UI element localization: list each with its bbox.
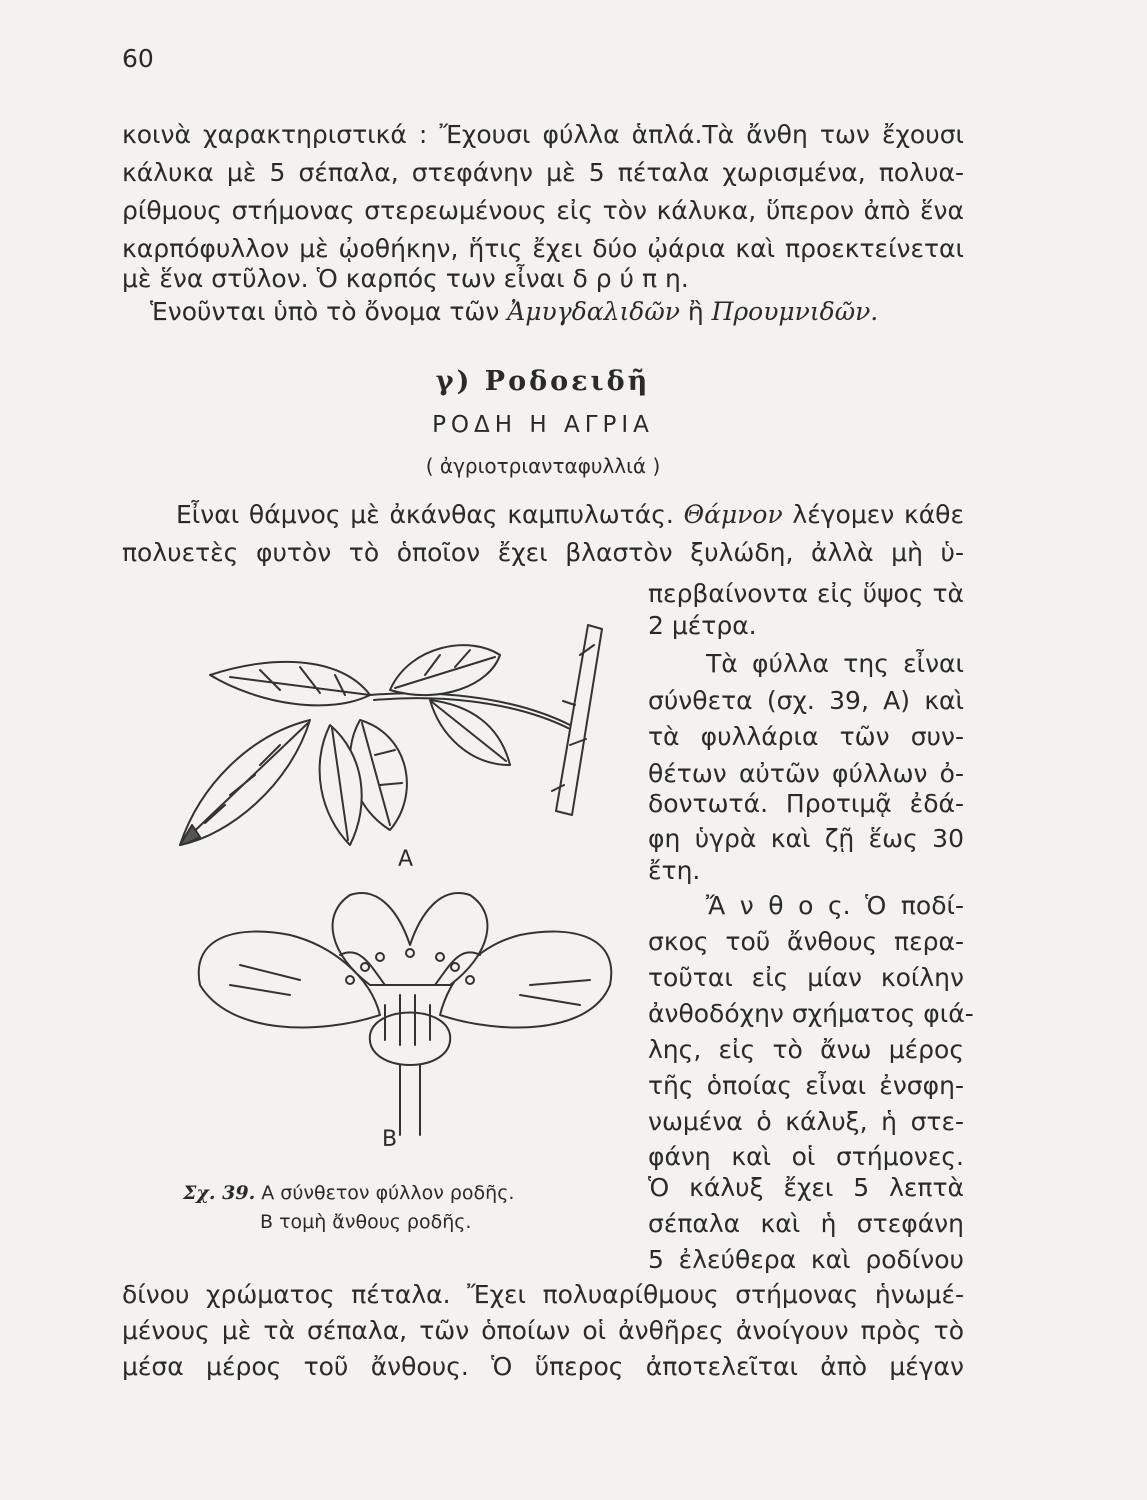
text-line: Ἄ ν θ ο ς. Ὁ ποδί- xyxy=(706,891,964,920)
text-line: τὰ φυλλάρια τῶν συν- xyxy=(648,722,964,751)
page-number: 60 xyxy=(122,44,154,73)
text-line: κάλυκα μὲ 5 σέπαλα, στεφάνην μὲ 5 πέταλα χωρισμένα, πολυα- xyxy=(122,158,964,187)
para-line: πολυετὲς φυτὸν τὸ ὁποῖον ἔχει βλαστὸν ξυλώδη, ἀλλὰ μὴ ὑ- xyxy=(122,538,964,567)
text-line: τῆς ὁποίας εἶναι ἐνσφη- xyxy=(648,1071,964,1100)
figure-caption-b: Β τομὴ ἄνθους ροδῆς. xyxy=(260,1211,472,1233)
text-line: δίνου χρώματος πέταλα. Ἔχει πολυαρίθμους στήμονας ἡνωμέ- xyxy=(122,1280,964,1309)
text-line: σκος τοῦ ἄνθους περα- xyxy=(648,927,964,956)
figure-39 xyxy=(170,595,630,1159)
rose-illustration xyxy=(170,595,630,1155)
text-line: θέτων αὐτῶν φύλλων ὀ- xyxy=(648,759,964,788)
text-line: μὲ ἕνα στῦλον. Ὁ καρπός των εἶναι δ ρ ύ π η. xyxy=(122,264,689,293)
text-line: μέσα μέρος τοῦ ἄνθους. Ὁ ὕπερος ἀποτελεῖται ἀπὸ μέγαν xyxy=(122,1352,964,1381)
text-line: λης, εἰς τὸ ἄνω μέρος xyxy=(648,1035,964,1064)
text-line: σύνθετα (σχ. 39, Α) καὶ xyxy=(648,686,964,715)
para-line: Εἶναι θάμνος μὲ ἀκάνθας καμπυλωτάς. Θάμνον λέγομεν κάθε xyxy=(176,500,964,529)
species-heading: ΡΟΔΗ Η ΑΓΡΙΑ xyxy=(432,412,654,438)
label-b: Β xyxy=(382,1127,398,1152)
section-title: γ) Ροδοειδῆ xyxy=(435,366,651,397)
text-line: Ὁ κάλυξ ἔχει 5 λεπτὰ xyxy=(648,1173,964,1202)
text-line: μένους μὲ τὰ σέπαλα, τῶν ὁποίων οἱ ἀνθῆρες ἀνοίγουν πρὸς τὸ xyxy=(122,1316,964,1345)
text-line: 2 μέτρα. xyxy=(648,611,757,640)
text-line: σέπαλα καὶ ἡ στεφάνη xyxy=(648,1209,964,1238)
text-line: ἔτη. xyxy=(648,856,701,885)
text-line: τοῦται εἰς μίαν κοίλην xyxy=(648,963,964,992)
text-line: φάνη καὶ οἱ στήμονες. xyxy=(648,1142,964,1171)
text-line: ἀνθοδόχην σχήματος φιά- xyxy=(648,999,974,1028)
text-line: κοινὰ χαρακτηριστικά : Ἔχουσι φύλλα ἁπλά.Τὰ ἄνθη των ἔχουσι xyxy=(122,120,964,149)
text-line: ρίθμους στήμονας στερεωμένους εἰς τὸν κάλυκα, ὕπερον ἀπὸ ἕνα xyxy=(122,196,964,225)
text-line: φη ὑγρὰ καὶ ζῇ ἕως 30 xyxy=(648,824,964,853)
figure-caption: Σχ. 39. Α σύνθετον φύλλον ροδῆς. xyxy=(183,1182,515,1204)
text-line: 5 ἐλεύθερα καὶ ροδίνου xyxy=(648,1245,964,1274)
text-line: νωμένα ὁ κάλυξ, ἡ στε- xyxy=(648,1107,964,1136)
text-line: δοντωτά. Προτιμᾷ ἐδά- xyxy=(648,789,964,818)
text-line: περβαίνοντα εἰς ὕψος τὰ xyxy=(648,579,964,608)
common-name: ( ἀγριοτριανταφυλλιά ) xyxy=(425,454,661,478)
label-a: Α xyxy=(398,847,414,872)
text-line: καρπόφυλλον μὲ ᾠοθήκην, ἥτις ἔχει δύο ᾠάρια καὶ προεκτείνεται xyxy=(122,234,964,263)
text-line: Τὰ φύλλα της εἶναι xyxy=(706,649,964,678)
union-line: Ἑνοῦνται ὑπὸ τὸ ὄνομα τῶν Ἀμυγδαλιδῶν ἢ Προυμνιδῶν. xyxy=(150,297,879,326)
